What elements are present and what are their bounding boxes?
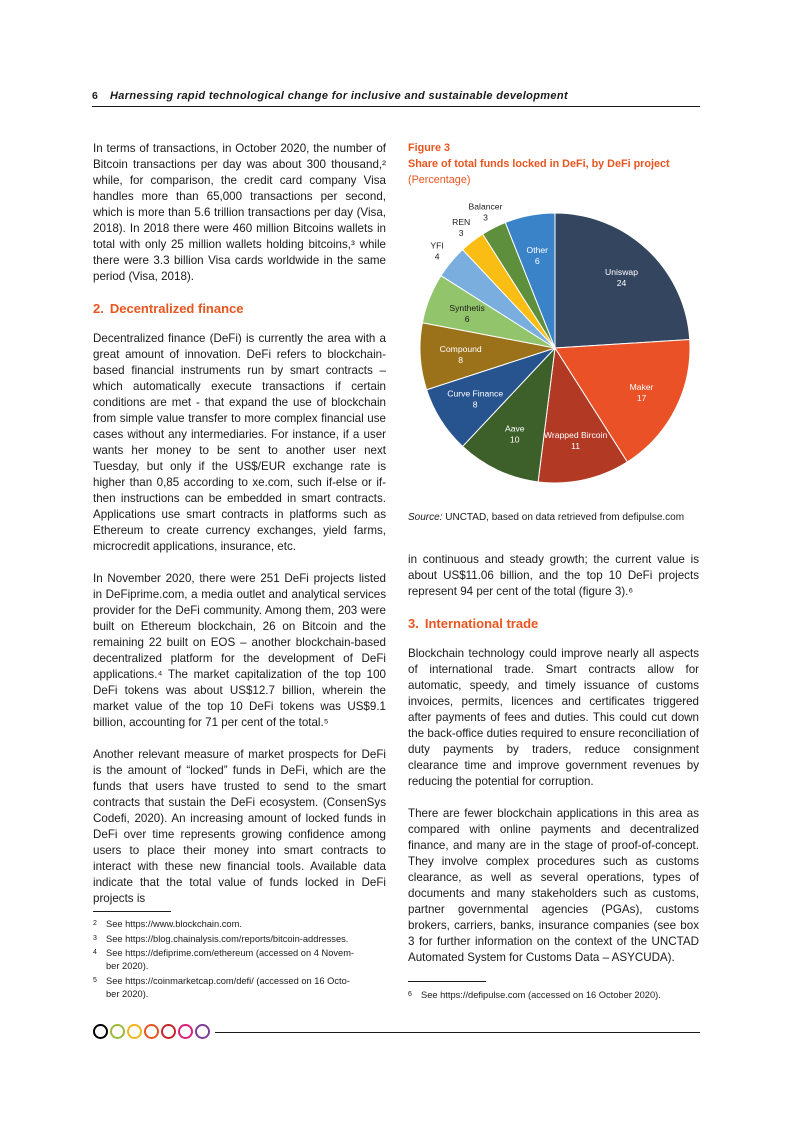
section-title: International trade xyxy=(424,616,539,631)
page-number: 6 xyxy=(92,90,98,102)
left-column xyxy=(93,141,386,907)
footer-rule xyxy=(215,1032,700,1033)
footnote-number: 4 xyxy=(93,949,97,956)
slice-label: Curve Finance xyxy=(447,388,504,399)
slice-label: Compound xyxy=(439,343,482,354)
slice-label: Synthetis xyxy=(449,303,485,314)
footnote xyxy=(93,975,386,1001)
footnote-number: 2 xyxy=(93,920,97,927)
figure-header xyxy=(408,140,700,188)
slice-value-label: 10 xyxy=(510,434,520,445)
slice-value-label: 4 xyxy=(434,251,440,262)
footnote xyxy=(408,989,700,1002)
slice-value-label: 8 xyxy=(472,399,478,410)
footnote-number: 3 xyxy=(93,935,97,942)
footer-dot xyxy=(195,1024,210,1039)
footnote-rule xyxy=(408,981,486,982)
footnote xyxy=(93,918,386,931)
footnote-rule xyxy=(93,911,171,912)
slice-value-label: 3 xyxy=(483,212,488,223)
slice-value-label: 6 xyxy=(464,314,470,325)
paragraph: Another relevant measure of market prospects for DeFi is the amount of “locked” funds in DeFi, which are the funds that users have trusted to send to the smart contracts that sustain the DeFi ecosystem. (ConsenSys Codefi, 2020). An increasing amount of locked funds in DeFi over time represents growing confidence among users to place their money into smart contracts to interact with these new financial tools. Available data indicate that the total value of funds locked in DeFi projects is xyxy=(93,748,386,905)
slice-label: Uniswap xyxy=(605,267,638,278)
source-text: UNCTAD, based on data retrieved from defipulse.com xyxy=(445,512,685,523)
footnote-number: 6 xyxy=(408,991,412,998)
footnote-text: See https://defipulse.com (accessed on 16 October 2020). xyxy=(421,990,661,1000)
slice-value-label: 11 xyxy=(571,441,581,452)
footnote-text: See https://blog.chainalysis.com/reports/bitcoin-addresses. xyxy=(106,934,349,944)
slice-label: YFI xyxy=(430,240,444,251)
slice-label: Wrapped Bircoin xyxy=(543,430,608,441)
paragraph: In November 2020, there were 251 DeFi projects listed in DeFiprime.com, a media outlet and analytical services provider for the DeFi community. Among them, 203 were built on Ethereum blockchain, 26 on Bitcoin and the remaining 22 built on EOS – another blockchain-based decentralized platform for the development of DeFi applications.⁴ The market capitalization of the top 100 DeFi tokens was about US$12.7 billion, wherein the market value of the top 10 DeFi tokens was US$9.1 billion, accounting for 71 per cent of the total.⁵ xyxy=(93,572,386,729)
slice-label: Other xyxy=(526,245,549,256)
footer-dot xyxy=(127,1024,142,1039)
slice-value-label: 6 xyxy=(534,256,540,267)
slice-value-label: 3 xyxy=(458,228,464,239)
paragraph: There are fewer blockchain applications in this area as compared with online payments and decentralized finance, and many are in the stage of proof-of-concept. They involve complex procedures such as customs clearance, as well as several operations, types of documents and many stakeholders such as customs, partner governmental agencies (PGAs), customs brokers, carriers, banks, insurance companies (see box 3 for further information on the context of the UNCTAD Automated System for Customs Data – ASYCUDA). xyxy=(408,807,699,964)
section-title: Decentralized finance xyxy=(109,301,244,316)
figure-title: Share of total funds locked in DeFi, by DeFi project xyxy=(408,158,670,170)
slice-value-label: 17 xyxy=(636,393,647,404)
paragraph: in continuous and steady growth; the current value is about US$11.06 billion, and the top 10 DeFi projects represent 94 per cent of the total (figure 3).⁶ xyxy=(408,553,699,598)
slice-label: Maker xyxy=(629,382,654,393)
running-header xyxy=(92,90,700,107)
section-number: 2. xyxy=(93,301,104,316)
section-number: 3. xyxy=(408,616,419,631)
paragraph: In terms of transactions, in October 2020, the number of Bitcoin transactions per day was about 300 thousand,² while, for comparison, the credit card company Visa handles more than 65,000 transactions per second, which is more than 5.6 trillion transactions per day (Visa, 2018). In 2018 there were 460 million Bitcoins wallets in total with only 25 million wallets holding bitcoins,³ while there were 3.3 billion Visa cards worldwide in the same period (Visa, 2018). xyxy=(93,142,386,283)
paragraph: Blockchain technology could improve nearly all aspects of international trade. Smart contracts allow for automatic, speedy, and timely issuance of customs invoices, permits, licences and certificates triggered after payments of fees and duties. This could cut down the back-office duties required to ensure reconciliation of duty payments by traders, reduce consignment clearance time and improve government revenues by reducing the potential for corruption. xyxy=(408,647,699,788)
footer-dot xyxy=(93,1024,108,1039)
section-heading-international-trade xyxy=(408,616,699,632)
paragraph: Decentralized finance (DeFi) is currently the area with a great amount of innovation. DeFi refers to blockchain-based financial instruments run by smart contracts – which automatically execute transactions if certain conditions are met - that expand the use of blockchain from simple value transfer to more complex financial use cases without any intermediaries. For instance, if a user wants her money to be sent to another user next Tuesday, but only if the US$/EUR exchange rate is higher than 0,85 according to xe.com, such if-else or if-then instructions can be embedded in smart contracts. Applications use smart contracts in platforms such as Ethereum to create currency exchanges, yield farms, microcredit applications, insurance, etc. xyxy=(93,332,386,553)
footnote-text: See https://defiprime.com/ethereum (accessed on 4 Novem- ber 2020). xyxy=(106,948,355,971)
figure-source xyxy=(408,512,684,523)
footnote xyxy=(93,933,386,946)
running-title: Harnessing rapid technological change for inclusive and sustainable development xyxy=(110,90,568,102)
right-column xyxy=(408,552,699,966)
slice-label: REN xyxy=(452,217,471,228)
slice-value-label: 24 xyxy=(616,278,627,289)
section-heading-decentralized-finance xyxy=(93,301,386,317)
footnote-text: See https://www.blockchain.com. xyxy=(106,919,242,929)
slice-value-label: 8 xyxy=(458,354,464,365)
footnote xyxy=(93,947,386,973)
slice-label: Aave xyxy=(505,423,525,434)
footnote-text: See https://coinmarketcap.com/defi/ (accessed on 16 Octo- ber 2020). xyxy=(106,976,350,999)
footer-dot xyxy=(110,1024,125,1039)
figure-label: Figure 3 xyxy=(408,142,450,154)
footnote-number: 5 xyxy=(93,977,97,984)
footer-dot xyxy=(178,1024,193,1039)
source-label: Source: xyxy=(408,512,443,523)
pie-chart xyxy=(405,198,705,498)
slice-label: Balancer xyxy=(468,201,503,212)
footer-dot xyxy=(161,1024,176,1039)
footer-dot xyxy=(144,1024,159,1039)
figure-subtitle: (Percentage) xyxy=(408,174,471,186)
